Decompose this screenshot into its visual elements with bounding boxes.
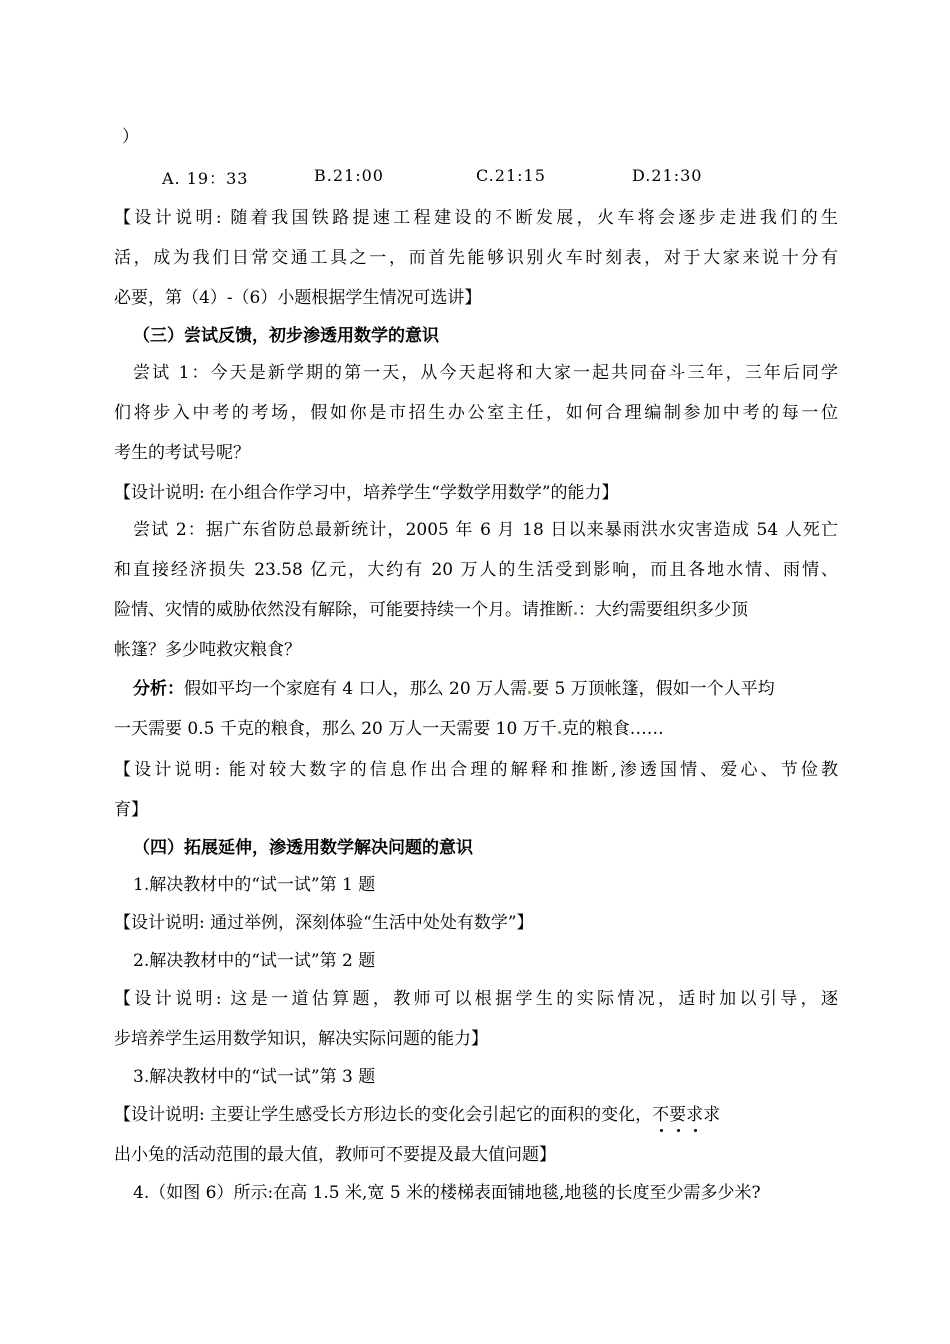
section-4-heading: （四）拓展延伸，渗透用数学解决问题的意识 — [133, 838, 473, 858]
design-note-6-line-1-start: 【设计说明: 主要让学生感受长方形边长的变化会引起它的面积的变化， — [114, 1105, 653, 1125]
design-note-5-line-2: 步培养学生运用数学知识，解决实际问题的能力】 — [114, 1029, 488, 1049]
marker-dot — [574, 612, 577, 615]
try-1-line-3: 考生的考试号呢？ — [114, 443, 250, 463]
try-1-line-1: 尝试 1：今天是新学期的第一天，从今天起将和大家一起共同奋斗三年，三年后同学 — [133, 363, 838, 383]
analysis-line-1 — [133, 678, 838, 700]
design-note-6-line-1 — [114, 1104, 838, 1126]
try-2-line-1: 尝试 2：据广东省防总最新统计，2005 年 6 月 18 日以来暴雨洪水灾害造成 54 人死亡 — [133, 520, 838, 540]
analysis-line-2-end: 克的粮食…… — [561, 719, 664, 739]
item-1: 1.解决教材中的“试一试”第 1 题 — [133, 875, 376, 895]
option-d: D.21:30 — [632, 166, 703, 185]
option-c: C.21:15 — [476, 166, 546, 185]
try-2-line-3-start: 险情、灾情的威胁依然没有解除，可能要持续一个月。请推断 — [114, 600, 573, 620]
analysis-line-2 — [114, 718, 664, 740]
emphasis-char-1: 不 — [652, 1105, 670, 1125]
section-3-heading: （三）尝试反馈，初步渗透用数学的意识 — [133, 326, 439, 346]
analysis-line-2-start: 一天需要 0.5 千克的粮食，那么 20 万人一天需要 10 万千 — [114, 719, 557, 739]
design-note-4: 【设计说明: 通过举例，深刻体验“生活中处处有数学”】 — [114, 913, 534, 933]
option-a: A. 19：33 — [162, 169, 249, 188]
design-note-6-line-1-end: 求 — [703, 1105, 721, 1125]
design-note-6-line-2: 出小兔的活动范围的最大值，教师可不要提及最大值问题】 — [114, 1145, 556, 1165]
item-4: 4.（如图 6）所示:在高 1.5 米,宽 5 米的楼梯表面铺地毯,地毯的长度至少需多少米? — [133, 1183, 761, 1203]
design-note-2: 【设计说明: 在小组合作学习中，培养学生“学数学用数学”的能力】 — [114, 483, 619, 503]
design-note-1-line-1: 【设计说明: 随着我国铁路提速工程建设的不断发展，火车将会逐步走进我们的生 — [114, 208, 838, 228]
item-3: 3.解决教材中的“试一试”第 3 题 — [133, 1067, 376, 1087]
design-note-5-line-1: 【设计说明: 这是一道估算题，教师可以根据学生的实际情况，适时加以引导，逐 — [114, 989, 838, 1009]
marker-dot — [558, 731, 561, 734]
design-note-3-line-2: 育】 — [114, 800, 148, 820]
marker-dot — [528, 691, 531, 694]
analysis-line-1-end: 要 5 万顶帐篷，假如一个人平均 — [532, 679, 775, 699]
try-2-line-3 — [114, 599, 838, 621]
design-note-1-line-2: 活，成为我们日常交通工具之一，而首先能够识别火车时刻表，对于大家来说十分有 — [114, 248, 838, 268]
try-2-line-3-end: ：大约需要组织多少顶 — [578, 600, 748, 620]
analysis-label: 分析： — [133, 679, 184, 699]
item-2: 2.解决教材中的“试一试”第 2 题 — [133, 951, 376, 971]
emphasis-char-3: 求 — [686, 1105, 704, 1125]
design-note-1-line-3: 必要，第（4）-（6）小题根据学生情况可选讲】 — [114, 288, 482, 308]
closing-paren: ） — [122, 127, 139, 147]
try-2-line-2: 和直接经济损失 23.58 亿元，大约有 20 万人的生活受到影响，而且各地水情、雨情、 — [114, 560, 838, 580]
analysis-line-1-start: 假如平均一个家庭有 4 口人，那么 20 万人需 — [184, 679, 528, 699]
emphasis-char-2: 要 — [669, 1105, 687, 1125]
try-2-line-4: 帐篷？多少吨救灾粮食？ — [114, 640, 301, 660]
try-1-line-2: 们将步入中考的考场，假如你是市招生办公室主任，如何合理编制参加中考的每一位 — [114, 403, 838, 423]
option-b: B.21:00 — [314, 166, 384, 185]
design-note-3-line-1: 【设计说明: 能对较大数字的信息作出合理的解释和推断,渗透国情、爱心、节俭教 — [114, 760, 838, 780]
